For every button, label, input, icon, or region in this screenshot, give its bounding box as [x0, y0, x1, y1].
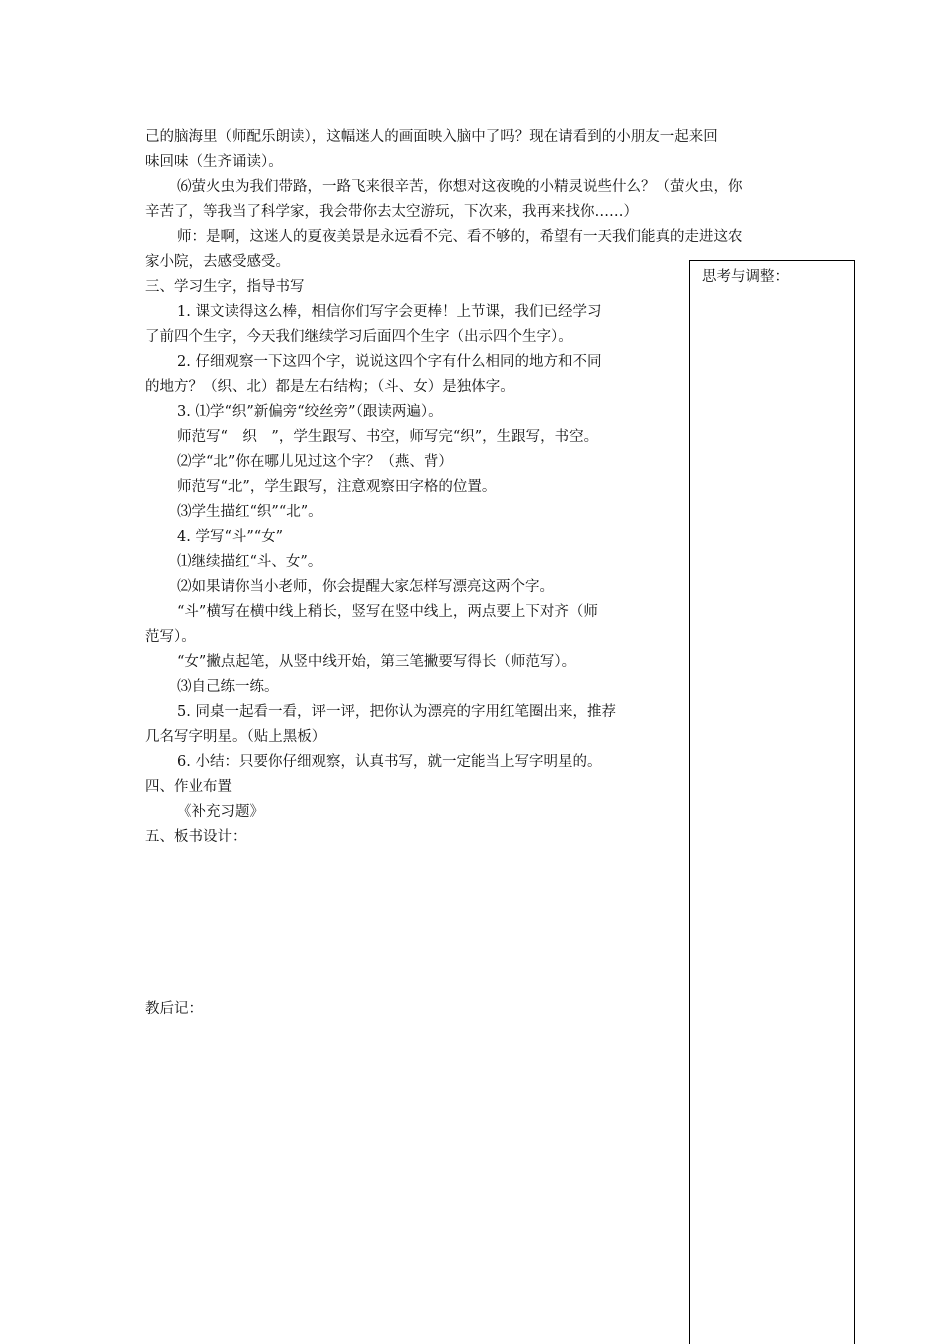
paragraph-line: 4. 学写“斗”“女” — [177, 529, 284, 545]
paragraph-line: 2. 仔细观察一下这四个字，说说这四个字有什么相同的地方和不同 — [177, 354, 602, 370]
section-heading: 三、学习生字，指导书写 — [145, 279, 305, 295]
paragraph-line: ⑵如果请你当小老师，你会提醒大家怎样写漂亮这两个字。 — [177, 579, 554, 595]
reflection-box — [689, 260, 855, 1344]
paragraph-line: 了前四个生字，今天我们继续学习后面四个生字（出示四个生字）。 — [145, 329, 573, 345]
paragraph-line: 《补充习题》 — [177, 804, 264, 820]
paragraph-line: 几名写字明星。（贴上黑板） — [145, 729, 327, 745]
paragraph-line: 1. 课文读得这么棒，相信你们写字会更棒！上节课，我们已经学习 — [177, 304, 602, 320]
paragraph-line: ⑶自己练一练。 — [177, 679, 279, 695]
paragraph-line: 范写）。 — [145, 629, 196, 645]
intro-line: 味回味（生齐诵读）。 — [145, 154, 283, 170]
paragraph-line: ⑵学“北”你在哪儿见过这个字？（燕、背） — [177, 454, 453, 470]
paragraph-line: 3. ⑴学“织”新偏旁“绞丝旁”（跟读两遍）。 — [177, 404, 443, 420]
paragraph-line: 师范写“北”，学生跟写，注意观察田字格的位置。 — [177, 479, 497, 495]
intro-line: 辛苦了，等我当了科学家，我会带你去太空游玩，下次来，我再来找你……） — [145, 204, 638, 220]
paragraph-line: 5. 同桌一起看一看，评一评，把你认为漂亮的字用红笔圈出来，推荐 — [177, 704, 616, 720]
intro-line: ⑹萤火虫为我们带路，一路飞来很辛苦，你想对这夜晚的小精灵说些什么？（萤火虫，你 — [177, 179, 743, 195]
paragraph-line: “斗”横写在横中线上稍长，竖写在竖中线上，两点要上下对齐（师 — [177, 604, 598, 620]
paragraph-line: 的地方？（织、北）都是左右结构；（斗、女）是独体字。 — [145, 379, 515, 395]
reflection-box-title: 思考与调整： — [702, 269, 789, 285]
section-heading: 五、板书设计： — [145, 829, 247, 845]
paragraph-line: “女”撇点起笔，从竖中线开始，第三笔撇要写得长（师范写）。 — [177, 654, 577, 670]
paragraph-line: ⑶学生描红“织”“北”。 — [177, 504, 323, 520]
intro-line: 师：是啊，这迷人的夏夜美景是永远看不完、看不够的，希望有一天我们能真的走进这农 — [177, 229, 743, 245]
afterword-label: 教后记： — [145, 1001, 203, 1017]
paragraph-line: ⑴继续描红“斗、女”。 — [177, 554, 323, 570]
intro-line: 己的脑海里（师配乐朗读），这幅迷人的画面映入脑中了吗？现在请看到的小朋友一起来回 — [145, 129, 718, 145]
intro-line: 家小院，去感受感受。 — [145, 254, 290, 270]
paragraph-line: 6. 小结：只要你仔细观察，认真书写，就一定能当上写字明星的。 — [177, 754, 602, 770]
paragraph-line: 师范写“ 织 ”，学生跟写、书空，师写完“织”，生跟写，书空。 — [177, 429, 599, 445]
section-heading: 四、作业布置 — [145, 779, 232, 795]
